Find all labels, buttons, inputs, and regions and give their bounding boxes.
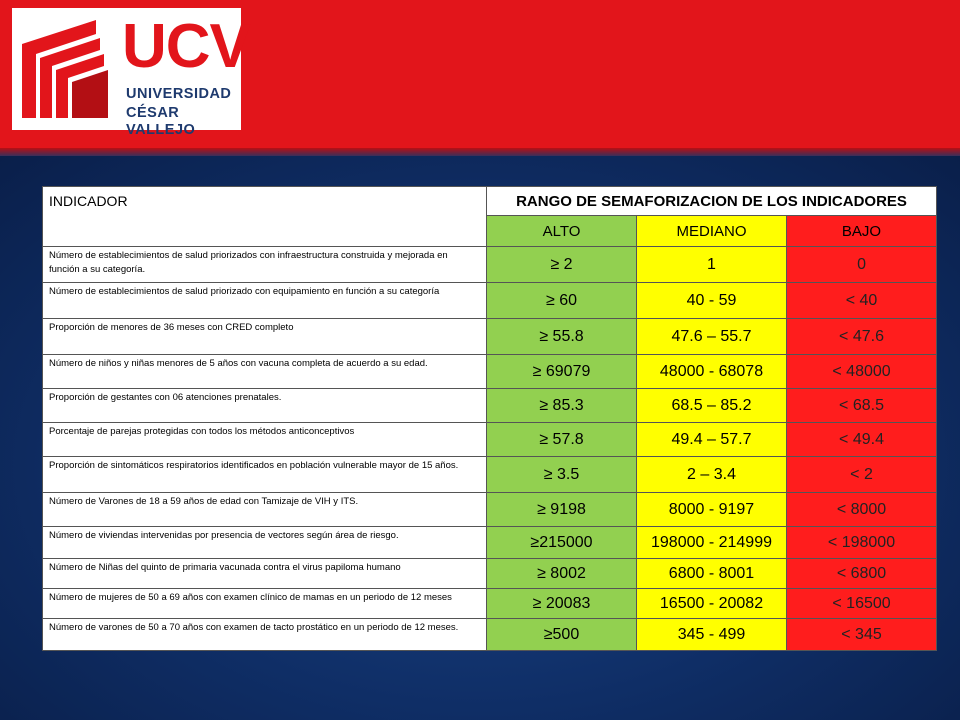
value-high: ≥ 55.8 [487, 319, 637, 355]
table-row [43, 423, 937, 457]
table-row [43, 389, 937, 423]
table-row [43, 283, 937, 319]
value-medium: 6800 - 8001 [637, 559, 787, 589]
value-low: < 48000 [787, 355, 937, 389]
logo-line-2: CÉSAR VALLEJO [126, 105, 196, 138]
value-medium: 345 - 499 [637, 619, 787, 651]
indicator-cell: Proporción de sintomáticos respiratorios identificados en población vulnerable mayor de 15 años. [43, 457, 487, 493]
value-low: < 68.5 [787, 389, 937, 423]
value-high: ≥500 [487, 619, 637, 651]
value-low: 0 [787, 247, 937, 283]
value-low: < 8000 [787, 493, 937, 527]
table-row [43, 319, 937, 355]
indicator-cell: Proporción de menores de 36 meses con CRED completo [43, 319, 487, 355]
table-row [43, 619, 937, 651]
range-header: RANGO DE SEMAFORIZACION DE LOS INDICADORES [487, 187, 937, 216]
ucv-emblem-icon [16, 14, 116, 126]
value-low: < 40 [787, 283, 937, 319]
level-high-header: ALTO [487, 216, 637, 247]
indicator-cell: Proporción de gestantes con 06 atenciones prenatales. [43, 389, 487, 423]
indicator-header: INDICADOR [43, 187, 487, 247]
indicator-cell: Número de niños y niñas menores de 5 años con vacuna completa de acuerdo a su edad. [43, 355, 487, 389]
indicator-cell: Número de establecimientos de salud priorizados con infraestructura construida y mejorada en función a su categoría. [43, 247, 487, 283]
value-high: ≥ 3.5 [487, 457, 637, 493]
table-header-row [43, 187, 937, 216]
value-medium: 8000 - 9197 [637, 493, 787, 527]
value-high: ≥ 8002 [487, 559, 637, 589]
logo-line-1: UNIVERSIDAD [126, 86, 232, 102]
ucv-logo [12, 8, 250, 138]
value-medium: 2 – 3.4 [637, 457, 787, 493]
indicator-cell: Número de varones de 50 a 70 años con examen de tacto prostático en un periodo de 12 meses. [43, 619, 487, 651]
indicator-cell: Número de mujeres de 50 a 69 años con examen clínico de mamas en un periodo de 12 meses [43, 589, 487, 619]
indicator-table [42, 186, 937, 651]
value-high: ≥ 57.8 [487, 423, 637, 457]
value-medium: 198000 - 214999 [637, 527, 787, 559]
value-medium: 68.5 – 85.2 [637, 389, 787, 423]
banner-divider [0, 148, 960, 156]
value-medium: 49.4 – 57.7 [637, 423, 787, 457]
value-medium: 40 - 59 [637, 283, 787, 319]
value-high: ≥ 20083 [487, 589, 637, 619]
level-low-header: BAJO [787, 216, 937, 247]
value-low: < 49.4 [787, 423, 937, 457]
table-row [43, 355, 937, 389]
value-medium: 16500 - 20082 [637, 589, 787, 619]
value-low: < 2 [787, 457, 937, 493]
value-high: ≥ 60 [487, 283, 637, 319]
table-row [43, 493, 937, 527]
table-row [43, 559, 937, 589]
header-banner [0, 0, 960, 148]
indicator-cell: Número de viviendas intervenidas por presencia de vectores según área de riesgo. [43, 527, 487, 559]
table-row [43, 247, 937, 283]
value-high: ≥ 9198 [487, 493, 637, 527]
value-high: ≥ 69079 [487, 355, 637, 389]
value-medium: 1 [637, 247, 787, 283]
indicator-cell: Número de establecimientos de salud priorizado con equipamiento en función a su categoría [43, 283, 487, 319]
value-high: ≥ 2 [487, 247, 637, 283]
level-medium-header: MEDIANO [637, 216, 787, 247]
value-high: ≥215000 [487, 527, 637, 559]
value-high: ≥ 85.3 [487, 389, 637, 423]
logo-wordmark: UCV [122, 12, 250, 81]
value-medium: 47.6 – 55.7 [637, 319, 787, 355]
value-low: < 6800 [787, 559, 937, 589]
indicator-cell: Porcentaje de parejas protegidas con todos los métodos anticonceptivos [43, 423, 487, 457]
table-row [43, 589, 937, 619]
value-low: < 47.6 [787, 319, 937, 355]
value-low: < 16500 [787, 589, 937, 619]
value-low: < 198000 [787, 527, 937, 559]
value-low: < 345 [787, 619, 937, 651]
indicator-cell: Número de Varones de 18 a 59 años de edad con Tamizaje de VIH y ITS. [43, 493, 487, 527]
table-row [43, 527, 937, 559]
indicator-cell: Número de Niñas del quinto de primaria vacunada contra el virus papiloma humano [43, 559, 487, 589]
table-row [43, 457, 937, 493]
value-medium: 48000 - 68078 [637, 355, 787, 389]
